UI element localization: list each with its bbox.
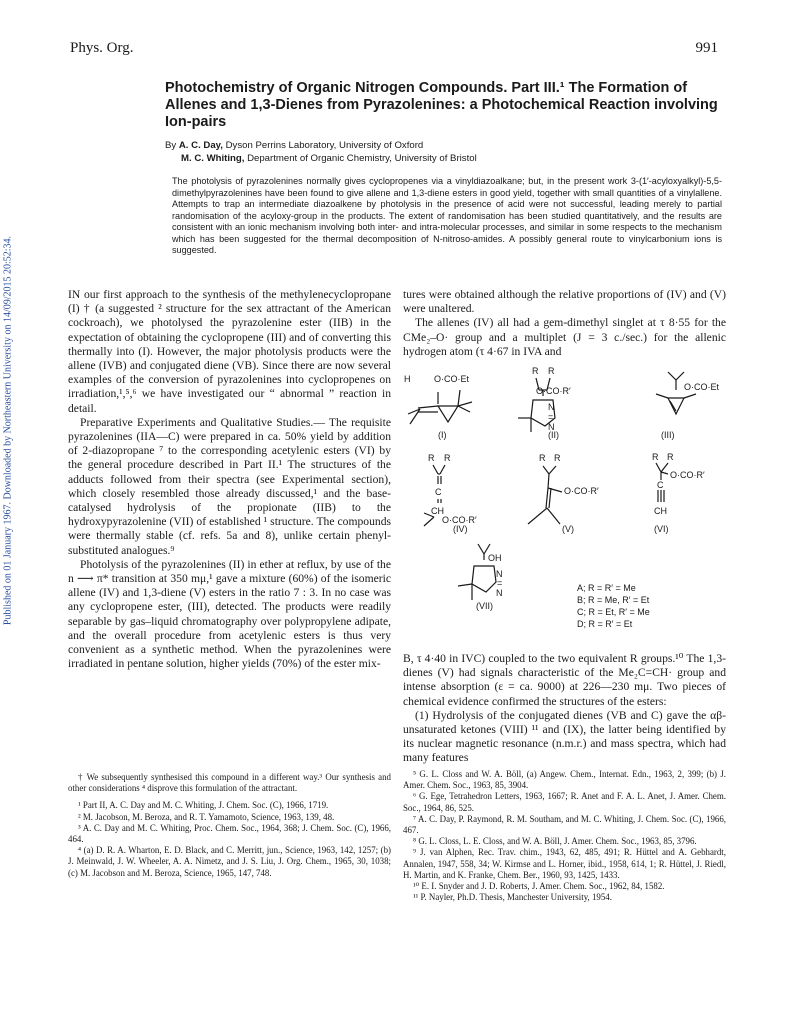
atom-r: R	[428, 453, 435, 463]
atom-r: R	[548, 366, 555, 376]
author-prefix: By	[165, 140, 179, 151]
label-vi: (VI)	[654, 524, 669, 534]
footnote: ⁹ J. van Alphen, Rec. Trav. chim., 1943, 62, 485, 491; R. Hüttel and A. Gebhardt, Annalen, 1947, 558, 34; W. Kirmse and L. Horner, ibid., 1958, 614, 1; R. Hüttel, J. Riedl, H. Martin, and K. Franke, Chem. Ber., 1960, 93, 1425, 1433.	[403, 847, 726, 880]
ester-group-vi: O·CO·R′	[670, 470, 705, 480]
ester-group-iii: O·CO·Et	[684, 382, 719, 392]
article-title: Photochemistry of Organic Nitrogen Compounds. Part III.¹ The Formation of Allenes and 1,3-Dienes from Pyrazolenines: a Photochemical Reaction involving Ion-pairs	[165, 80, 718, 130]
right-column-bottom	[403, 652, 726, 766]
footnotes-left	[68, 772, 391, 879]
ester-group-i: O·CO·Et	[434, 374, 469, 384]
author-line-1	[165, 140, 423, 151]
label-ii: (II)	[548, 430, 559, 440]
footnote: ⁷ A. C. Day, P. Raymond, R. M. Southam, and M. C. Whiting, J. Chem. Soc. (C), 1966, 467.	[403, 813, 726, 836]
footnote: ² M. Jacobson, M. Beroza, and R. T. Yamamoto, Science, 1963, 139, 48.	[78, 811, 335, 822]
ester-group-iv: O·CO·R′	[442, 515, 477, 525]
paragraph: tures were obtained although the relative proportions of (IV) and (V) were unaltered.	[403, 288, 726, 316]
atom-r: R	[539, 453, 546, 463]
chemical-structures-figure	[398, 360, 728, 645]
atom-r: R	[652, 452, 659, 462]
author-affiliation-bristol: Department of Organic Chemistry, University of Bristol	[244, 153, 477, 164]
label-vii: (VII)	[476, 601, 493, 611]
hydroxyl-group: OH	[488, 553, 502, 563]
double-bond: =	[497, 578, 503, 588]
author-affiliation-oxford: Dyson Perrins Laboratory, University of Oxford	[222, 140, 424, 151]
atom-n: N	[496, 569, 503, 579]
author-name-day: A. C. Day,	[178, 140, 223, 151]
footnote: ¹⁰ E. I. Snyder and J. D. Roberts, J. Amer. Chem. Soc., 1962, 84, 1582.	[413, 881, 665, 892]
atom-r: R	[532, 366, 539, 376]
atom-c: C	[435, 487, 442, 497]
paragraph: B, τ 4·40 in IVC) coupled to the two equivalent R groups.¹⁰ The 1,3-dienes (V) had signals characteristic of the Me₂C=CH· group and intense absorption (ε = ca. 9000) at 226—230 mμ. Two pieces of chemical evidence confirmed the structures of the esters:	[403, 652, 726, 708]
page-number: 991	[695, 40, 718, 56]
footnote: ⁶ G. Ege, Tetrahedron Letters, 1963, 1667; R. Anet and F. A. L. Anet, J. Amer. Chem. Soc., 1964, 86, 525.	[403, 791, 726, 813]
label-iii: (III)	[661, 430, 675, 440]
atom-r: R	[444, 453, 451, 463]
paragraph: The allenes (IV) all had a gem-dimethyl singlet at τ 8·55 for the CMe₂–O· group and a multiplet (J = 3 c./sec.) for the allenic hydrogen atom (τ 4·67 in IVA and	[403, 316, 726, 358]
label-i: (I)	[438, 430, 447, 440]
atom-n: N	[548, 422, 555, 432]
atom-h: H	[404, 374, 411, 384]
abstract: The photolysis of pyrazolenines normally gives cyclopropenes via a vinyldiazoalkane; but, in the present work 3-(1′-acyloxyalkyl)-5,5-dimethylpyrazolenines have been found to give allene and 1,3-diene esters in good yield, together with small quantities of a vinylallene. Attempts to trap an intermediate diazoalkene by photolysis in the presence of acid were not successful, leading merely to partial randomisation of the acyloxy-group in the products. The extent of randomisation has been studied quantitatively, and the results are consistent with an ionic mechanism involving both inter- and intra-molecular processes, and similar in some respects to the mechanism which has been suggested for the thermal decomposition of N-nitroso-amides. A possibly general route to vinylcarbonium ions is suggested.	[172, 176, 722, 255]
atom-ch: CH	[431, 506, 444, 516]
atom-r: R	[554, 453, 561, 463]
substituent-legend	[577, 582, 650, 630]
legend-entry: A; R = R′ = Me	[577, 583, 636, 593]
footnote: ⁸ G. L. Closs, L. E. Closs, and W. A. Böll, J. Amer. Chem. Soc., 1963, 85, 3796.	[413, 836, 697, 847]
ester-group-ii: O·CO·R′	[536, 386, 571, 396]
double-bond: =	[548, 412, 554, 422]
paragraph: Preparative Experiments and Qualitative Studies.— The requisite pyrazolenines (IIA—C) were prepared in ca. 50% yield by addition of 2-diazopropane ⁷ to the corresponding acetylenic esters (VI) by the general procedure described in Part II.¹ The structures of the adducts followed from their spectra (see Experimental section), which closely resembled those already discussed,¹ and the base-catalysed hydrolysis of the propionate (IIB) to the hydroxypyrazolenine (VII) of established ¹ structure. The compounds were thermally stable (cf. refs. 5a and 8), unlike certain phenyl-substituted analogues.⁹	[68, 415, 391, 557]
footnotes-right	[403, 769, 726, 903]
label-v: (V)	[562, 524, 574, 534]
footnote: ³ A. C. Day and M. C. Whiting, Proc. Chem. Soc., 1964, 368; J. Chem. Soc. (C), 1966, 464.	[68, 822, 391, 845]
footnote: ⁴ (a) D. R. A. Wharton, E. D. Black, and C. Merritt, jun., Science, 1963, 142, 1257; (b) J. Meinwald, J. W. Wheeler, A. A. Nimetz, and J. S. Liu, J. Org. Chem., 1965, 30, 1038; (c) M. Jacobson and M. Beroza, Science, 1965, 147, 748.	[68, 845, 391, 878]
atom-n: N	[548, 402, 555, 412]
footnote: ¹¹ P. Nayler, Ph.D. Thesis, Manchester University, 1954.	[413, 892, 612, 903]
publication-side-note[interactable]: Published on 01 January 1967. Downloaded by Northeastern University on 14/09/2015 20:52:34.	[2, 235, 14, 626]
paragraph: Photolysis of the pyrazolenines (II) in ether at reflux, by use of the n ⟶ π* transition at 350 mμ,¹ gave a mixture (60%) of the isomeric allene (IV) and 1,3-diene (V) esters in the ratio 7 : 3. In no case was any cyclopropene ester, (III), detected. The products were readily separable by gas–liquid chromatography over polypropylene adipate, and the overall procedure from acetylenic esters is thus very convenient as a synthetic method. When the pyrazolenines were irradiated in pentane solution, higher yields (70%) of the ester mix-	[68, 557, 391, 671]
label-iv: (IV)	[453, 524, 468, 534]
atom-c: C	[657, 480, 664, 490]
paragraph: (1) Hydrolysis of the conjugated dienes (VB and C) gave the αβ-unsaturated ketones (VIII) ¹¹ and (IX), the latter being identified by its nuclear magnetic resonance (n.m.r.) and mass spectra, which had many features	[403, 708, 726, 765]
right-column-top	[403, 288, 726, 359]
atom-r: R	[667, 452, 674, 462]
atom-ch: CH	[654, 506, 667, 516]
footnote: ⁵ G. L. Closs and W. A. Böll, (a) Angew. Chem., Internat. Edn., 1963, 2, 399; (b) J. Amer. Chem. Soc., 1963, 85, 3904.	[403, 769, 726, 791]
ester-group-v: O·CO·R′	[564, 486, 599, 496]
author-name-whiting: M. C. Whiting,	[181, 153, 245, 164]
paragraph: IN our first approach to the synthesis of the methylenecyclopropane (I) † (a suggested ² structure for the sex attractant of the American cockroach), we photolysed the pyrazolenine ester (IIB) in the expectation of obtaining the cyclopropene (III) and of converting this thermally into (I). However, the major photolysis products were the allene (IVB) and conjugated diene (VB). Since there are now several examples of the conversion of pyrazolenines into cyclopropenes on irradiation,¹,⁵,⁶ we have investigated our “ abnormal ” reaction in detail.	[68, 288, 391, 415]
legend-entry: C; R = Et, R′ = Me	[577, 607, 650, 617]
footnote: † We subsequently synthesised this compound in a different way.³ Our synthesis and other considerations ⁴ disprove this formulation of the attractant.	[68, 772, 391, 794]
author-line-2	[181, 153, 477, 164]
legend-entry: B; R = Me, R′ = Et	[577, 595, 650, 605]
atom-n: N	[496, 588, 503, 598]
left-column	[68, 288, 391, 671]
legend-entry: D; R = R′ = Et	[577, 619, 633, 629]
footnote: ¹ Part II, A. C. Day and M. C. Whiting, J. Chem. Soc. (C), 1966, 1719.	[78, 800, 329, 811]
journal-header: Phys. Org.	[70, 40, 134, 56]
